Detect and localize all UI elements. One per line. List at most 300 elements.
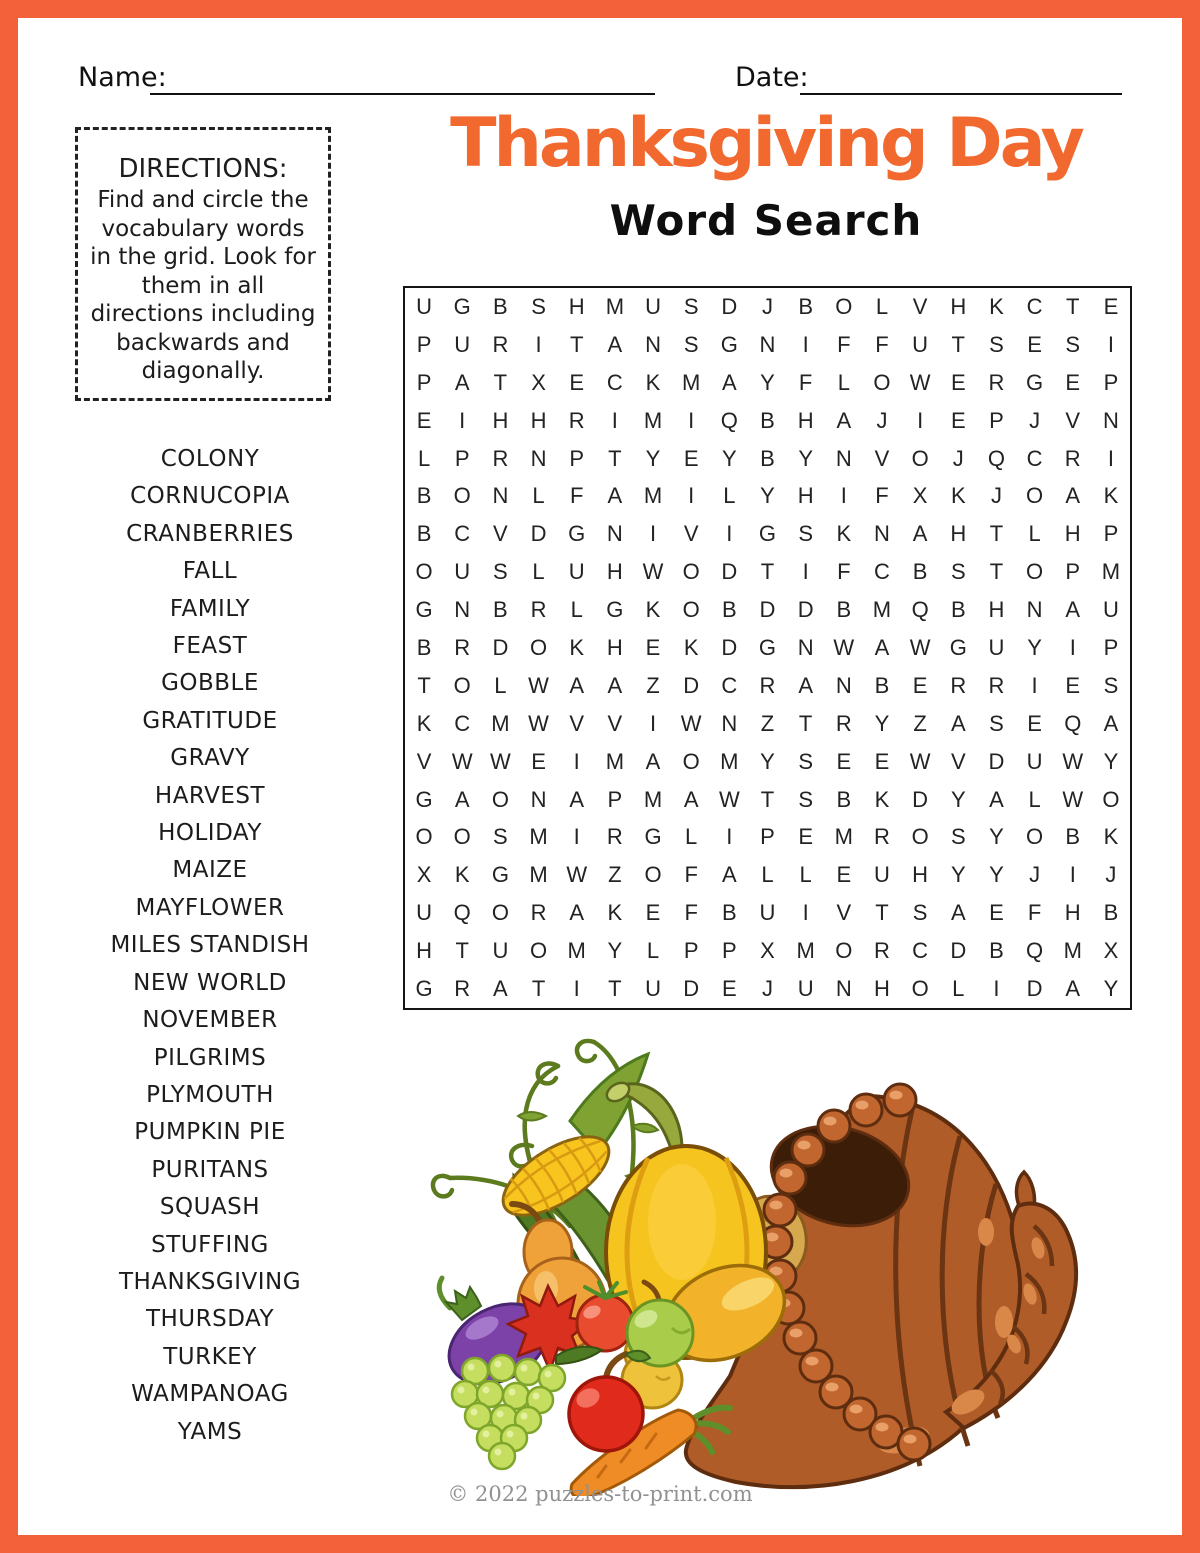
grid-letter: D — [759, 597, 776, 623]
grid-letter: E — [721, 976, 737, 1002]
grid-letter: D — [988, 748, 1005, 774]
grid-letter: E — [950, 407, 966, 433]
grid-letter: K — [989, 293, 1004, 319]
word-list-item: MAIZE — [172, 857, 248, 884]
directions-box — [75, 127, 331, 401]
grid-letter: I — [840, 483, 847, 509]
grid-letter: O — [1026, 824, 1044, 850]
grid-letter: R — [874, 938, 890, 964]
grid-letter: T — [989, 559, 1004, 585]
grid-letter: A — [798, 672, 813, 698]
grid-letter: D — [530, 521, 547, 547]
grid-letter: Z — [646, 672, 660, 698]
grid-letter: E — [645, 634, 661, 660]
grid-letter: A — [569, 672, 585, 698]
grid-letter: G — [415, 786, 433, 812]
grid-letter: L — [417, 445, 431, 471]
grid-letter: V — [836, 900, 852, 926]
grid-letter: M — [529, 862, 548, 888]
grid-letter: O — [682, 597, 700, 623]
grid-letter: E — [531, 748, 546, 774]
grid-letter: W — [680, 710, 702, 736]
grid-letter: H — [416, 938, 433, 964]
grid-letter: R — [530, 597, 547, 623]
word-list-item: FALL — [182, 558, 238, 585]
grid-letter: I — [1069, 862, 1076, 888]
word-list-item: PUMPKIN PIE — [134, 1119, 286, 1146]
grid-letter: O — [835, 293, 853, 319]
grid-letter: H — [530, 407, 547, 433]
word-list-item: PURITANS — [151, 1156, 269, 1183]
grid-letter: O — [1102, 786, 1120, 812]
grid-letter: B — [416, 521, 432, 547]
grid-letter: S — [950, 824, 966, 850]
copyright-text: © 2022 puzzles-to-print.com — [447, 1482, 753, 1506]
grid-letter: K — [874, 786, 890, 812]
grid-letter: C — [1026, 445, 1043, 471]
grid-letter: C — [454, 710, 471, 736]
grid-letter: S — [798, 748, 813, 774]
grid-letter: D — [721, 634, 738, 660]
grid-letter: W — [451, 748, 473, 774]
grid-letter: T — [569, 331, 584, 357]
grid-letter: A — [1065, 597, 1081, 623]
grid-letter: H — [912, 862, 929, 888]
grid-letter: O — [873, 369, 891, 395]
grid-letter: X — [416, 862, 432, 888]
grid-letter: E — [569, 369, 585, 395]
grid-letter: Q — [1026, 938, 1044, 964]
grid-letter: B — [836, 786, 852, 812]
grid-letter: M — [605, 293, 625, 319]
grid-letter: O — [1026, 559, 1044, 585]
grid-letter: Q — [720, 407, 738, 433]
grid-letter: N — [759, 331, 776, 357]
grid-letter: P — [1103, 521, 1119, 547]
grid-letter: L — [952, 976, 965, 1002]
grid-letter: L — [837, 369, 850, 395]
grid-letter: P — [1103, 634, 1119, 660]
grid-letter: O — [911, 445, 929, 471]
grid-letter: P — [721, 938, 737, 964]
grid-letter: Y — [1027, 634, 1042, 660]
grid-letter: V — [493, 521, 508, 547]
grid-letter: G — [644, 824, 662, 850]
grid-letter: I — [1107, 331, 1114, 357]
grid-letter: A — [912, 521, 928, 547]
grid-letter: B — [989, 938, 1004, 964]
grid-letter: Q — [911, 597, 929, 623]
grid-letter: C — [874, 559, 890, 585]
grid-letter: S — [493, 824, 508, 850]
grid-letter: T — [875, 900, 889, 926]
grid-letter: B — [760, 407, 775, 433]
grid-letter: D — [950, 938, 967, 964]
grid-letter: A — [607, 672, 623, 698]
grid-letter: T — [608, 445, 622, 471]
grid-letter: W — [566, 862, 588, 888]
grid-letter: W — [1062, 748, 1084, 774]
grid-letter: N — [797, 634, 814, 660]
grid-letter: P — [1103, 369, 1119, 395]
grid-letter: R — [1064, 445, 1081, 471]
grid-letter: Y — [607, 938, 623, 964]
grid-letter: U — [492, 938, 509, 964]
grid-letter: M — [529, 824, 548, 850]
grid-letter: M — [872, 597, 892, 623]
grid-letter: L — [570, 597, 583, 623]
grid-letter: A — [836, 407, 852, 433]
grid-letter: K — [645, 369, 661, 395]
grid-letter: V — [1065, 407, 1081, 433]
grid-letter: A — [454, 369, 470, 395]
grid-letter: M — [605, 748, 625, 774]
date-input-line[interactable] — [800, 93, 1122, 95]
grid-letter: I — [573, 976, 580, 1002]
grid-letter: I — [459, 407, 466, 433]
word-list-item: WAMPANOAG — [131, 1381, 289, 1408]
word-list-item: YAMS — [177, 1418, 243, 1445]
grid-letter: R — [530, 900, 547, 926]
grid-letter: J — [1029, 407, 1041, 433]
grid-letter: H — [606, 559, 623, 585]
grid-letter: L — [646, 938, 660, 964]
grid-letter: E — [1027, 710, 1042, 736]
grid-letter: E — [836, 748, 852, 774]
grid-letter: K — [1103, 824, 1119, 850]
grid-letter: T — [531, 976, 546, 1002]
grid-letter: P — [607, 786, 623, 812]
grid-letter: P — [454, 445, 470, 471]
grid-letter: Z — [760, 710, 775, 736]
word-list-item: CRANBERRIES — [126, 520, 294, 547]
grid-letter: V — [912, 293, 928, 319]
grid-letter: I — [649, 710, 657, 736]
grid-letter: P — [569, 445, 585, 471]
word-list-item: GRAVY — [170, 745, 250, 772]
grid-letter: B — [950, 597, 966, 623]
grid-letter: R — [492, 445, 509, 471]
grid-letter: E — [645, 900, 661, 926]
grid-letter: V — [950, 748, 966, 774]
grid-letter: N — [454, 597, 471, 623]
grid-letter: T — [455, 938, 469, 964]
grid-letter: V — [569, 710, 585, 736]
word-list-item: GOBBLE — [161, 670, 259, 697]
grid-letter: B — [493, 293, 508, 319]
grid-letter: G — [606, 597, 624, 623]
grid-letter: O — [415, 824, 433, 850]
grid-letter: O — [835, 938, 853, 964]
grid-letter: W — [909, 634, 931, 660]
grid-letter: I — [688, 483, 695, 509]
grid-letter: J — [876, 407, 888, 433]
grid-letter: H — [1064, 900, 1081, 926]
grid-letter: F — [684, 900, 698, 926]
grid-letter: E — [874, 748, 890, 774]
word-list-item: MILES STANDISH — [110, 932, 310, 959]
word-list-item: PLYMOUTH — [146, 1081, 274, 1108]
word-list-item: CORNUCOPIA — [130, 483, 290, 510]
grid-letter: B — [874, 672, 890, 698]
grid-letter: T — [608, 976, 622, 1002]
grid-letter: N — [835, 445, 852, 471]
grid-letter: H — [988, 597, 1005, 623]
grid-letter: I — [1031, 672, 1038, 698]
grid-letter: I — [1069, 634, 1076, 660]
grid-letter: H — [568, 293, 585, 319]
grid-letter: A — [454, 786, 470, 812]
page-title: Thanksgiving Day — [450, 104, 1082, 183]
grid-letter: V — [874, 445, 890, 471]
grid-letter: N — [530, 786, 547, 812]
grid-letter: C — [912, 938, 929, 964]
grid-letter: C — [721, 672, 738, 698]
grid-letter: F — [875, 483, 889, 509]
grid-letter: I — [688, 407, 695, 433]
grid-letter: Z — [913, 710, 927, 736]
grid-letter: I — [802, 559, 809, 585]
grid-letter: U — [1026, 748, 1043, 774]
grid-letter: M — [643, 483, 663, 509]
grid-letter: S — [1103, 672, 1119, 698]
grid-letter: E — [836, 862, 852, 888]
grid-letter: V — [683, 521, 699, 547]
grid-letter: C — [606, 369, 623, 395]
grid-letter: A — [1065, 483, 1081, 509]
grid-letter: O — [644, 862, 662, 888]
grid-letter: A — [874, 634, 890, 660]
grid-letter: R — [950, 672, 967, 698]
grid-letter: R — [759, 672, 776, 698]
grid-letter: H — [874, 976, 890, 1002]
grid-letter: J — [952, 445, 964, 471]
grid-letter: L — [494, 672, 507, 698]
grid-letter: I — [649, 521, 657, 547]
grid-letter: F — [798, 369, 813, 395]
grid-letter: K — [454, 862, 470, 888]
grid-letter: B — [721, 900, 737, 926]
grid-letter: N — [835, 976, 852, 1002]
grid-letter: H — [606, 634, 623, 660]
grid-letter: F — [837, 559, 851, 585]
word-list-item: GRATITUDE — [142, 707, 278, 734]
grid-letter: R — [454, 976, 471, 1002]
grid-letter: I — [993, 976, 1000, 1002]
grid-letter: H — [492, 407, 509, 433]
grid-letter: M — [643, 407, 663, 433]
name-label: Name: — [78, 62, 167, 93]
grid-letter: O — [911, 824, 929, 850]
grid-letter: Y — [721, 445, 737, 471]
grid-letter: G — [453, 293, 471, 319]
word-list-item: COLONY — [160, 446, 260, 472]
grid-letter: C — [1026, 293, 1043, 319]
grid-letter: S — [950, 559, 966, 585]
grid-letter: U — [645, 976, 661, 1002]
grid-letter: O — [453, 483, 471, 509]
grid-letter: B — [1065, 824, 1081, 850]
grid-letter: B — [836, 597, 852, 623]
word-list — [60, 441, 360, 1451]
grid-letter: N — [645, 331, 661, 357]
grid-letter: A — [1103, 710, 1119, 736]
grid-letter: E — [1103, 293, 1119, 319]
grid-letter: J — [1105, 862, 1117, 888]
grid-letter: B — [912, 559, 928, 585]
grid-letter: Q — [1064, 710, 1082, 736]
grid-letter: P — [416, 369, 432, 395]
grid-letter: R — [874, 824, 890, 850]
name-input-line[interactable] — [150, 93, 655, 95]
grid-letter: G — [949, 634, 967, 660]
grid-letter: O — [415, 559, 433, 585]
grid-letter: W — [1062, 786, 1084, 812]
grid-letter: W — [909, 369, 931, 395]
grid-letter: M — [796, 938, 815, 964]
grid-letter: E — [1027, 331, 1042, 357]
grid-letter: U — [454, 331, 471, 357]
grid-letter: L — [875, 293, 889, 319]
grid-letter: Y — [760, 748, 775, 774]
grid-letter: T — [989, 521, 1004, 547]
grid-letter: G — [491, 862, 509, 888]
grid-letter: Q — [453, 900, 471, 926]
grid-letter: D — [683, 672, 700, 698]
grid-letter: L — [685, 824, 698, 850]
grid-letter: R — [454, 634, 471, 660]
grid-letter: O — [682, 748, 700, 774]
grid-letter: S — [493, 559, 508, 585]
word-list-item: PILGRIMS — [153, 1044, 267, 1071]
grid-letter: K — [950, 483, 966, 509]
grid-letter: G — [415, 597, 433, 623]
grid-letter: U — [988, 634, 1005, 660]
grid-letter: E — [1065, 672, 1081, 698]
word-list-item: HARVEST — [154, 782, 266, 809]
grid-letter: M — [1063, 938, 1082, 964]
grid-letter: D — [683, 976, 700, 1002]
grid-letter: I — [573, 824, 580, 850]
grid-letter: O — [491, 786, 509, 812]
word-list-item: NOVEMBER — [142, 1007, 278, 1034]
grid-letter: X — [1103, 938, 1119, 964]
grid-letter: Y — [1103, 748, 1119, 774]
grid-letter: J — [761, 976, 773, 1002]
grid-letter: A — [645, 748, 661, 774]
grid-letter: I — [802, 900, 809, 926]
grid-letter: A — [721, 369, 737, 395]
grid-letter: M — [491, 710, 510, 736]
grid-letter: M — [834, 824, 853, 850]
word-list-item: NEW WORLD — [133, 969, 287, 996]
word-list-item: THURSDAY — [145, 1306, 275, 1333]
grid-letter: S — [989, 710, 1004, 736]
grid-letter: L — [723, 483, 736, 509]
directions-heading: DIRECTIONS: — [118, 154, 288, 184]
grid-letter: G — [720, 331, 738, 357]
grid-letter: R — [988, 369, 1005, 395]
grid-letter: Z — [608, 862, 622, 888]
grid-letter: A — [569, 786, 585, 812]
grid-letter: T — [760, 559, 775, 585]
grid-letter: W — [833, 634, 855, 660]
grid-letter: H — [797, 407, 814, 433]
grid-letter: L — [1028, 521, 1041, 547]
grid-letter: D — [1026, 976, 1043, 1002]
grid-letter: U — [416, 900, 433, 926]
word-list-item: HOLIDAY — [158, 820, 262, 847]
grid-letter: U — [1102, 597, 1119, 623]
grid-letter: W — [642, 559, 664, 585]
grid-letter: I — [611, 407, 618, 433]
grid-letter: O — [529, 938, 548, 964]
grid-letter: T — [951, 331, 965, 357]
grid-letter: N — [1026, 597, 1043, 623]
grid-letter: S — [798, 786, 813, 812]
grid-letter: N — [721, 710, 738, 736]
grid-letter: K — [645, 597, 661, 623]
word-list-item: THANKSGIVING — [118, 1268, 302, 1295]
grid-letter: X — [760, 938, 775, 964]
grid-letter: J — [1029, 862, 1041, 888]
grid-letter: R — [568, 407, 585, 433]
grid-letter: E — [416, 407, 432, 433]
grid-letter: M — [567, 938, 586, 964]
grid-letter: P — [760, 824, 775, 850]
grid-letter: B — [798, 293, 813, 319]
grid-letter: M — [643, 786, 663, 812]
grid-letter: R — [606, 824, 623, 850]
word-list-item: STUFFING — [151, 1231, 269, 1258]
grid-letter: F — [684, 862, 698, 888]
grid-letter: E — [1065, 369, 1081, 395]
grid-letter: G — [415, 976, 433, 1002]
grid-letter: S — [531, 293, 546, 319]
grid-letter: K — [569, 634, 585, 660]
grid-letter: H — [1064, 521, 1081, 547]
grid-letter: A — [493, 976, 508, 1002]
grid-letter: E — [683, 445, 699, 471]
grid-letter: X — [912, 483, 928, 509]
grid-letter: U — [912, 331, 929, 357]
grid-letter: O — [453, 672, 471, 698]
grid-letter: A — [1065, 976, 1081, 1002]
grid-letter: G — [758, 521, 777, 547]
grid-letter: L — [1028, 786, 1041, 812]
grid-letter: Y — [760, 369, 775, 395]
grid-letter: V — [607, 710, 623, 736]
grid-letter: B — [416, 634, 432, 660]
grid-letter: O — [529, 634, 548, 660]
grid-letter: G — [758, 634, 777, 660]
grid-letter: F — [569, 483, 584, 509]
grid-letter: M — [720, 748, 739, 774]
grid-letter: G — [568, 521, 586, 547]
grid-letter: Y — [760, 483, 775, 509]
word-list-item: MAYFLOWER — [135, 894, 285, 921]
grid-letter: R — [988, 672, 1005, 698]
grid-letter: T — [493, 369, 508, 395]
grid-letter: A — [950, 710, 966, 736]
grid-letter: L — [532, 483, 545, 509]
grid-letter: S — [989, 331, 1004, 357]
puzzle-grid[interactable] — [403, 286, 1132, 1010]
grid-letter: R — [835, 710, 852, 736]
grid-letter: T — [760, 786, 775, 812]
grid-letter: Y — [989, 824, 1004, 850]
grid-letter: Y — [645, 445, 661, 471]
